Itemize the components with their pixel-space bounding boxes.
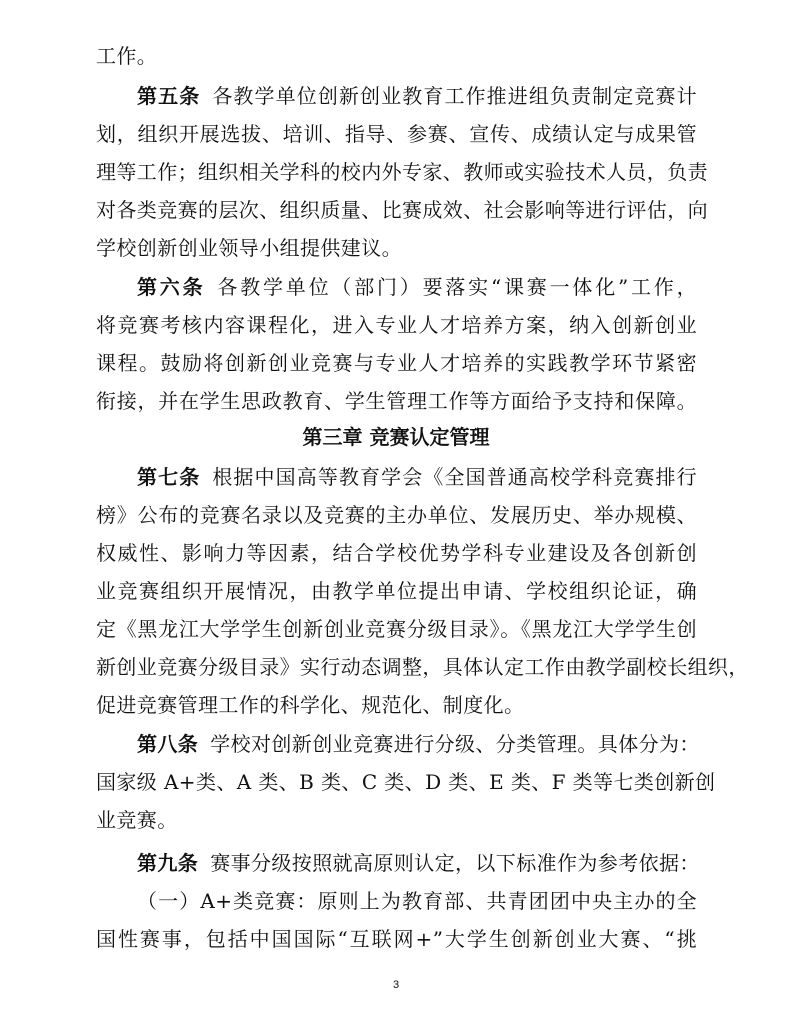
article-9-line-1 [137,844,700,882]
text-line: 衔接，并在学生思政教育、学生管理工作等方面给予支持和保障。 [96,389,697,413]
page-number: 3 [392,979,400,991]
article-9-text: 赛事分级按照就高原则认定，以下标准作为参考依据： [210,851,700,875]
article-6-line-1 [137,268,697,306]
text-line: 课程。鼓励将创新创业竞赛与专业人才培养的实践教学环节紧密 [96,351,697,375]
text-line: 权威性、影响力等因素，结合学校优势学科专业建设及各创新创 [96,541,697,565]
text-line: 划，组织开展选拔、培训、指导、参赛、宣传、成绩认定与成果管 [96,122,697,146]
article-5-heading: 第五条 [137,84,201,108]
text-line: 榜》公布的竞赛名录以及竞赛的主办单位、发展历史、举办规模、 [96,503,697,527]
text-line: 理等工作；组织相关学科的校内外专家、教师或实验技术人员，负责 [96,160,708,184]
text-line: 业竞赛组织开展情况，由教学单位提出申请、学校组织论证，确 [96,579,697,603]
article-9-heading: 第九条 [137,851,199,875]
article-5-text: 各教学单位创新创业教育工作推进组负责制定竞赛计 [212,84,697,108]
text-line: 定《黑龙江大学学生创新创业竞赛分级目录》。《黑龙江大学学生创 [96,617,697,641]
article-8-text: 学校对创新创业竞赛进行分级、分类管理。具体分为： [210,732,700,756]
article-8-line-1 [137,725,700,763]
text-line: 新创业竞赛分级目录》实行动态调整，具体认定工作由教学副校长组织， [96,655,749,679]
article-7-line-1 [137,458,697,496]
text-line: 工作。 [96,44,158,68]
article-6-text: 各教学单位（部门）要落实“课赛一体化”工作， [217,275,698,299]
article-7-heading: 第七条 [137,465,201,489]
text-line: （一）A+类竞赛：原则上为教育部、共青团团中央主办的全 [137,889,697,913]
text-line: 促进竞赛管理工作的科学化、规范化、制度化。 [96,693,525,717]
text-line: 业竞赛。 [96,808,178,832]
article-5-line-1 [137,77,697,115]
text-line: 国家级 A+类、A 类、B 类、C 类、D 类、E 类、F 类等七类创新创 [96,770,716,794]
article-7-text: 根据中国高等教育学会《全国普通高校学科竞赛排行 [212,465,697,489]
text-line: 将竞赛考核内容课程化，进入专业人才培养方案，纳入创新创业 [96,313,697,337]
article-8-heading: 第八条 [137,732,199,756]
chapter-title: 第三章 竞赛认定管理 [302,425,490,449]
text-line: 对各类竞赛的层次、组织质量、比赛成效、社会影响等进行评估，向 [96,198,708,222]
article-6-heading: 第六条 [137,275,206,299]
text-line: 学校创新创业领导小组提供建议。 [96,236,402,260]
text-line: 国性赛事，包括中国国际“互联网+”大学生创新创业大赛、“挑 [96,927,697,951]
